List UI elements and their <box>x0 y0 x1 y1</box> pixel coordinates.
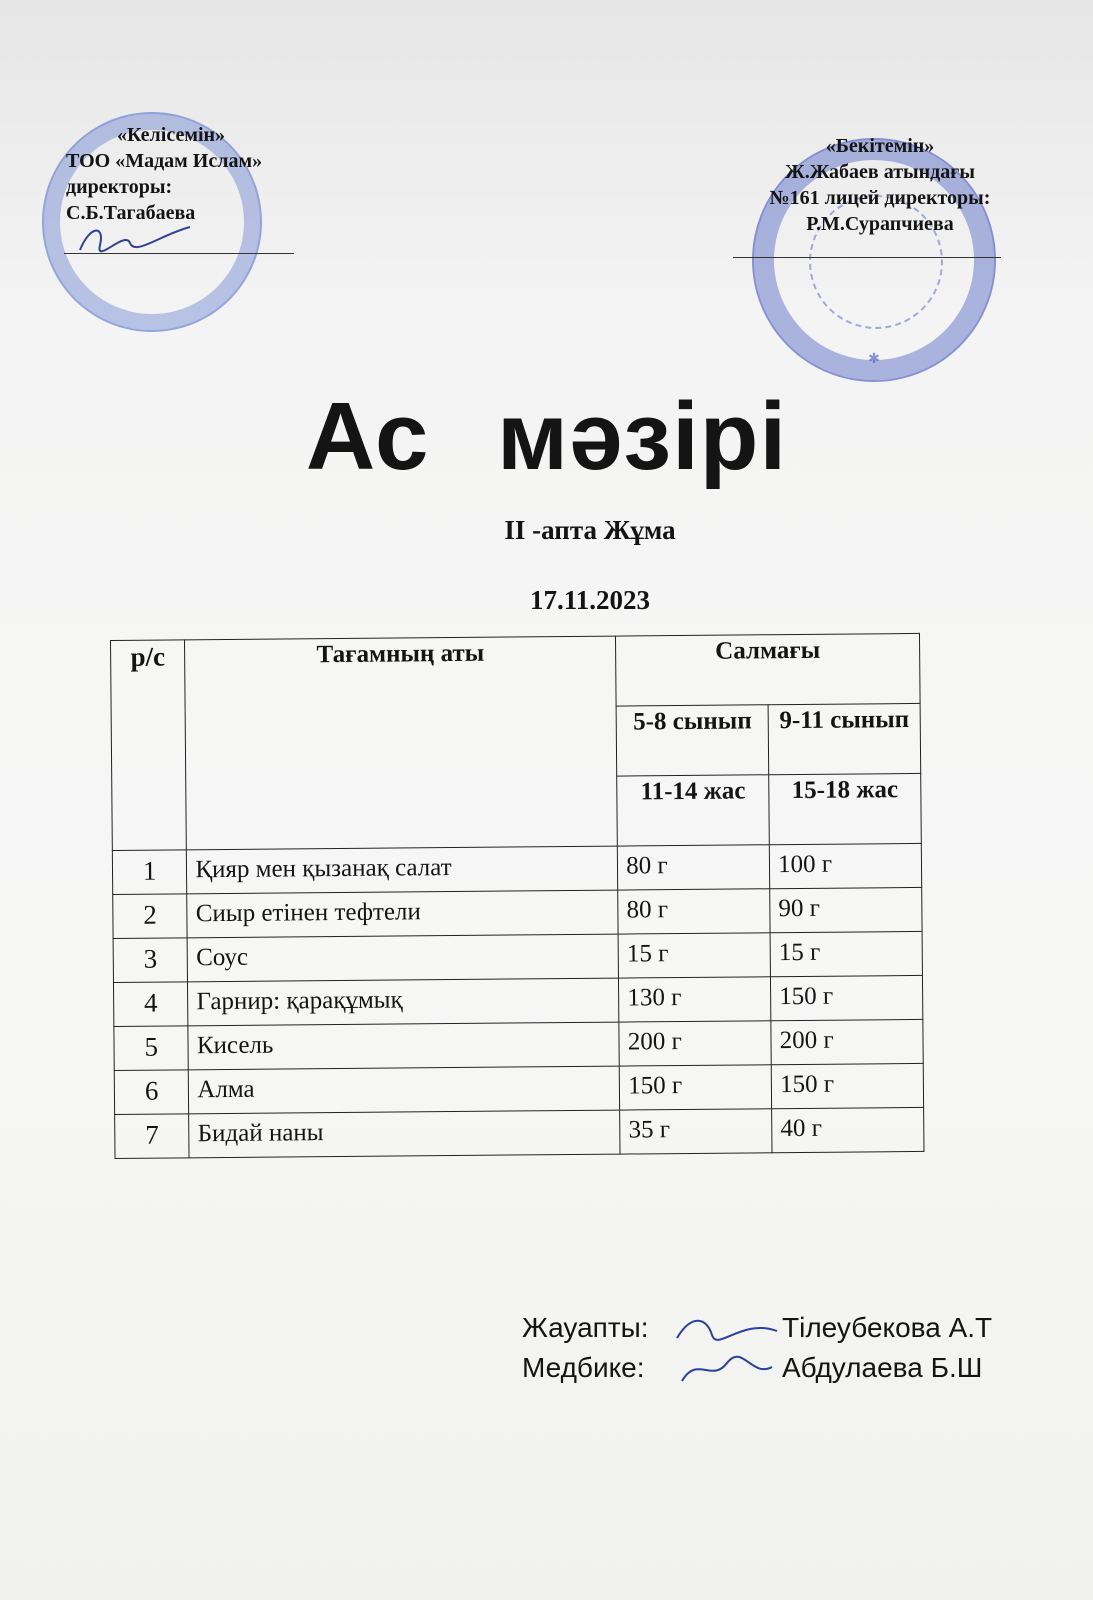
nurse-signature-icon <box>672 1353 782 1387</box>
row-weight-a: 80 г <box>618 889 770 934</box>
row-dish-name: Алма <box>189 1066 620 1114</box>
row-weight-a: 150 г <box>619 1065 771 1110</box>
row-number: 3 <box>113 938 188 983</box>
header-dish-name: Тағамның аты <box>185 636 618 850</box>
row-weight-b: 100 г <box>769 843 921 888</box>
table-row <box>113 975 922 1026</box>
nurse-label: Медбике: <box>522 1352 645 1383</box>
left-approval-name: С.Б.Тагабаева <box>66 202 196 224</box>
row-weight-a: 200 г <box>619 1021 771 1066</box>
row-dish-name: Гарнир: қарақұмық <box>188 978 619 1026</box>
responsible-signature-icon <box>672 1313 782 1347</box>
left-approval-heading: «Келісемін» <box>116 124 226 146</box>
week-day: II -апта Жұма <box>504 515 676 545</box>
header-num: р/с <box>111 640 187 851</box>
right-approval-name: Р.М.Сурапчиева <box>806 213 954 235</box>
table-row <box>115 1107 924 1158</box>
row-weight-b: 90 г <box>770 887 922 932</box>
nurse-row <box>522 1348 992 1388</box>
right-approval-heading: «Бекітемін» <box>825 135 935 157</box>
left-signature-icon <box>70 215 200 265</box>
row-dish-name: Соус <box>187 934 618 982</box>
right-approval-line1: Ж.Жабаев атындағы <box>785 161 975 183</box>
header-grade-a: 5-8 сынып <box>616 705 768 776</box>
page-title: Ас мәзірі <box>305 383 788 490</box>
row-dish-name: Кисель <box>188 1022 619 1070</box>
menu-table <box>110 633 924 1159</box>
row-number: 6 <box>114 1070 189 1115</box>
header-age-b: 15-18 жас <box>769 773 921 844</box>
star-icon: ✱ <box>868 352 880 367</box>
row-weight-a: 15 г <box>618 933 770 978</box>
nurse-name: Абдулаева Б.Ш <box>782 1352 983 1383</box>
row-number: 1 <box>112 850 187 895</box>
left-approval-role: директоры: <box>66 176 173 198</box>
header-grade-b: 9-11 сынып <box>768 703 920 774</box>
row-weight-b: 150 г <box>771 975 923 1020</box>
right-approval-block <box>730 133 1030 237</box>
row-weight-b: 150 г <box>771 1063 923 1108</box>
row-number: 5 <box>114 1026 189 1071</box>
row-dish-name: Қияр мен қызанақ салат <box>187 846 618 894</box>
row-weight-b: 200 г <box>771 1019 923 1064</box>
row-number: 4 <box>113 982 188 1027</box>
table-row <box>112 843 921 894</box>
left-approval-block <box>66 122 306 226</box>
row-dish-name: Сиыр етінен тефтели <box>187 890 618 938</box>
row-number: 7 <box>115 1114 190 1159</box>
header-age-a: 11-14 жас <box>617 775 769 846</box>
table-row <box>114 1063 923 1114</box>
table-row <box>113 931 922 982</box>
header-weight: Салмағы <box>616 633 920 706</box>
responsible-label: Жауапты: <box>522 1312 649 1343</box>
responsible-name: Тілеубекова А.Т <box>782 1312 993 1343</box>
menu-date: 17.11.2023 <box>529 585 650 615</box>
row-dish-name: Бидай наны <box>189 1110 620 1158</box>
row-weight-a: 130 г <box>619 977 771 1022</box>
footer-signatures <box>522 1308 992 1388</box>
table-row <box>114 1019 923 1070</box>
row-weight-b: 40 г <box>772 1107 924 1152</box>
row-weight-a: 35 г <box>620 1109 772 1154</box>
table-row <box>113 887 922 938</box>
right-signature-line <box>733 257 1001 258</box>
row-number: 2 <box>113 894 188 939</box>
right-approval-line2: №161 лицей директоры: <box>769 187 991 209</box>
row-weight-b: 15 г <box>770 931 922 976</box>
left-approval-org: ТОО «Мадам Ислам» <box>66 150 263 172</box>
row-weight-a: 80 г <box>618 845 770 890</box>
responsible-row <box>522 1308 992 1348</box>
